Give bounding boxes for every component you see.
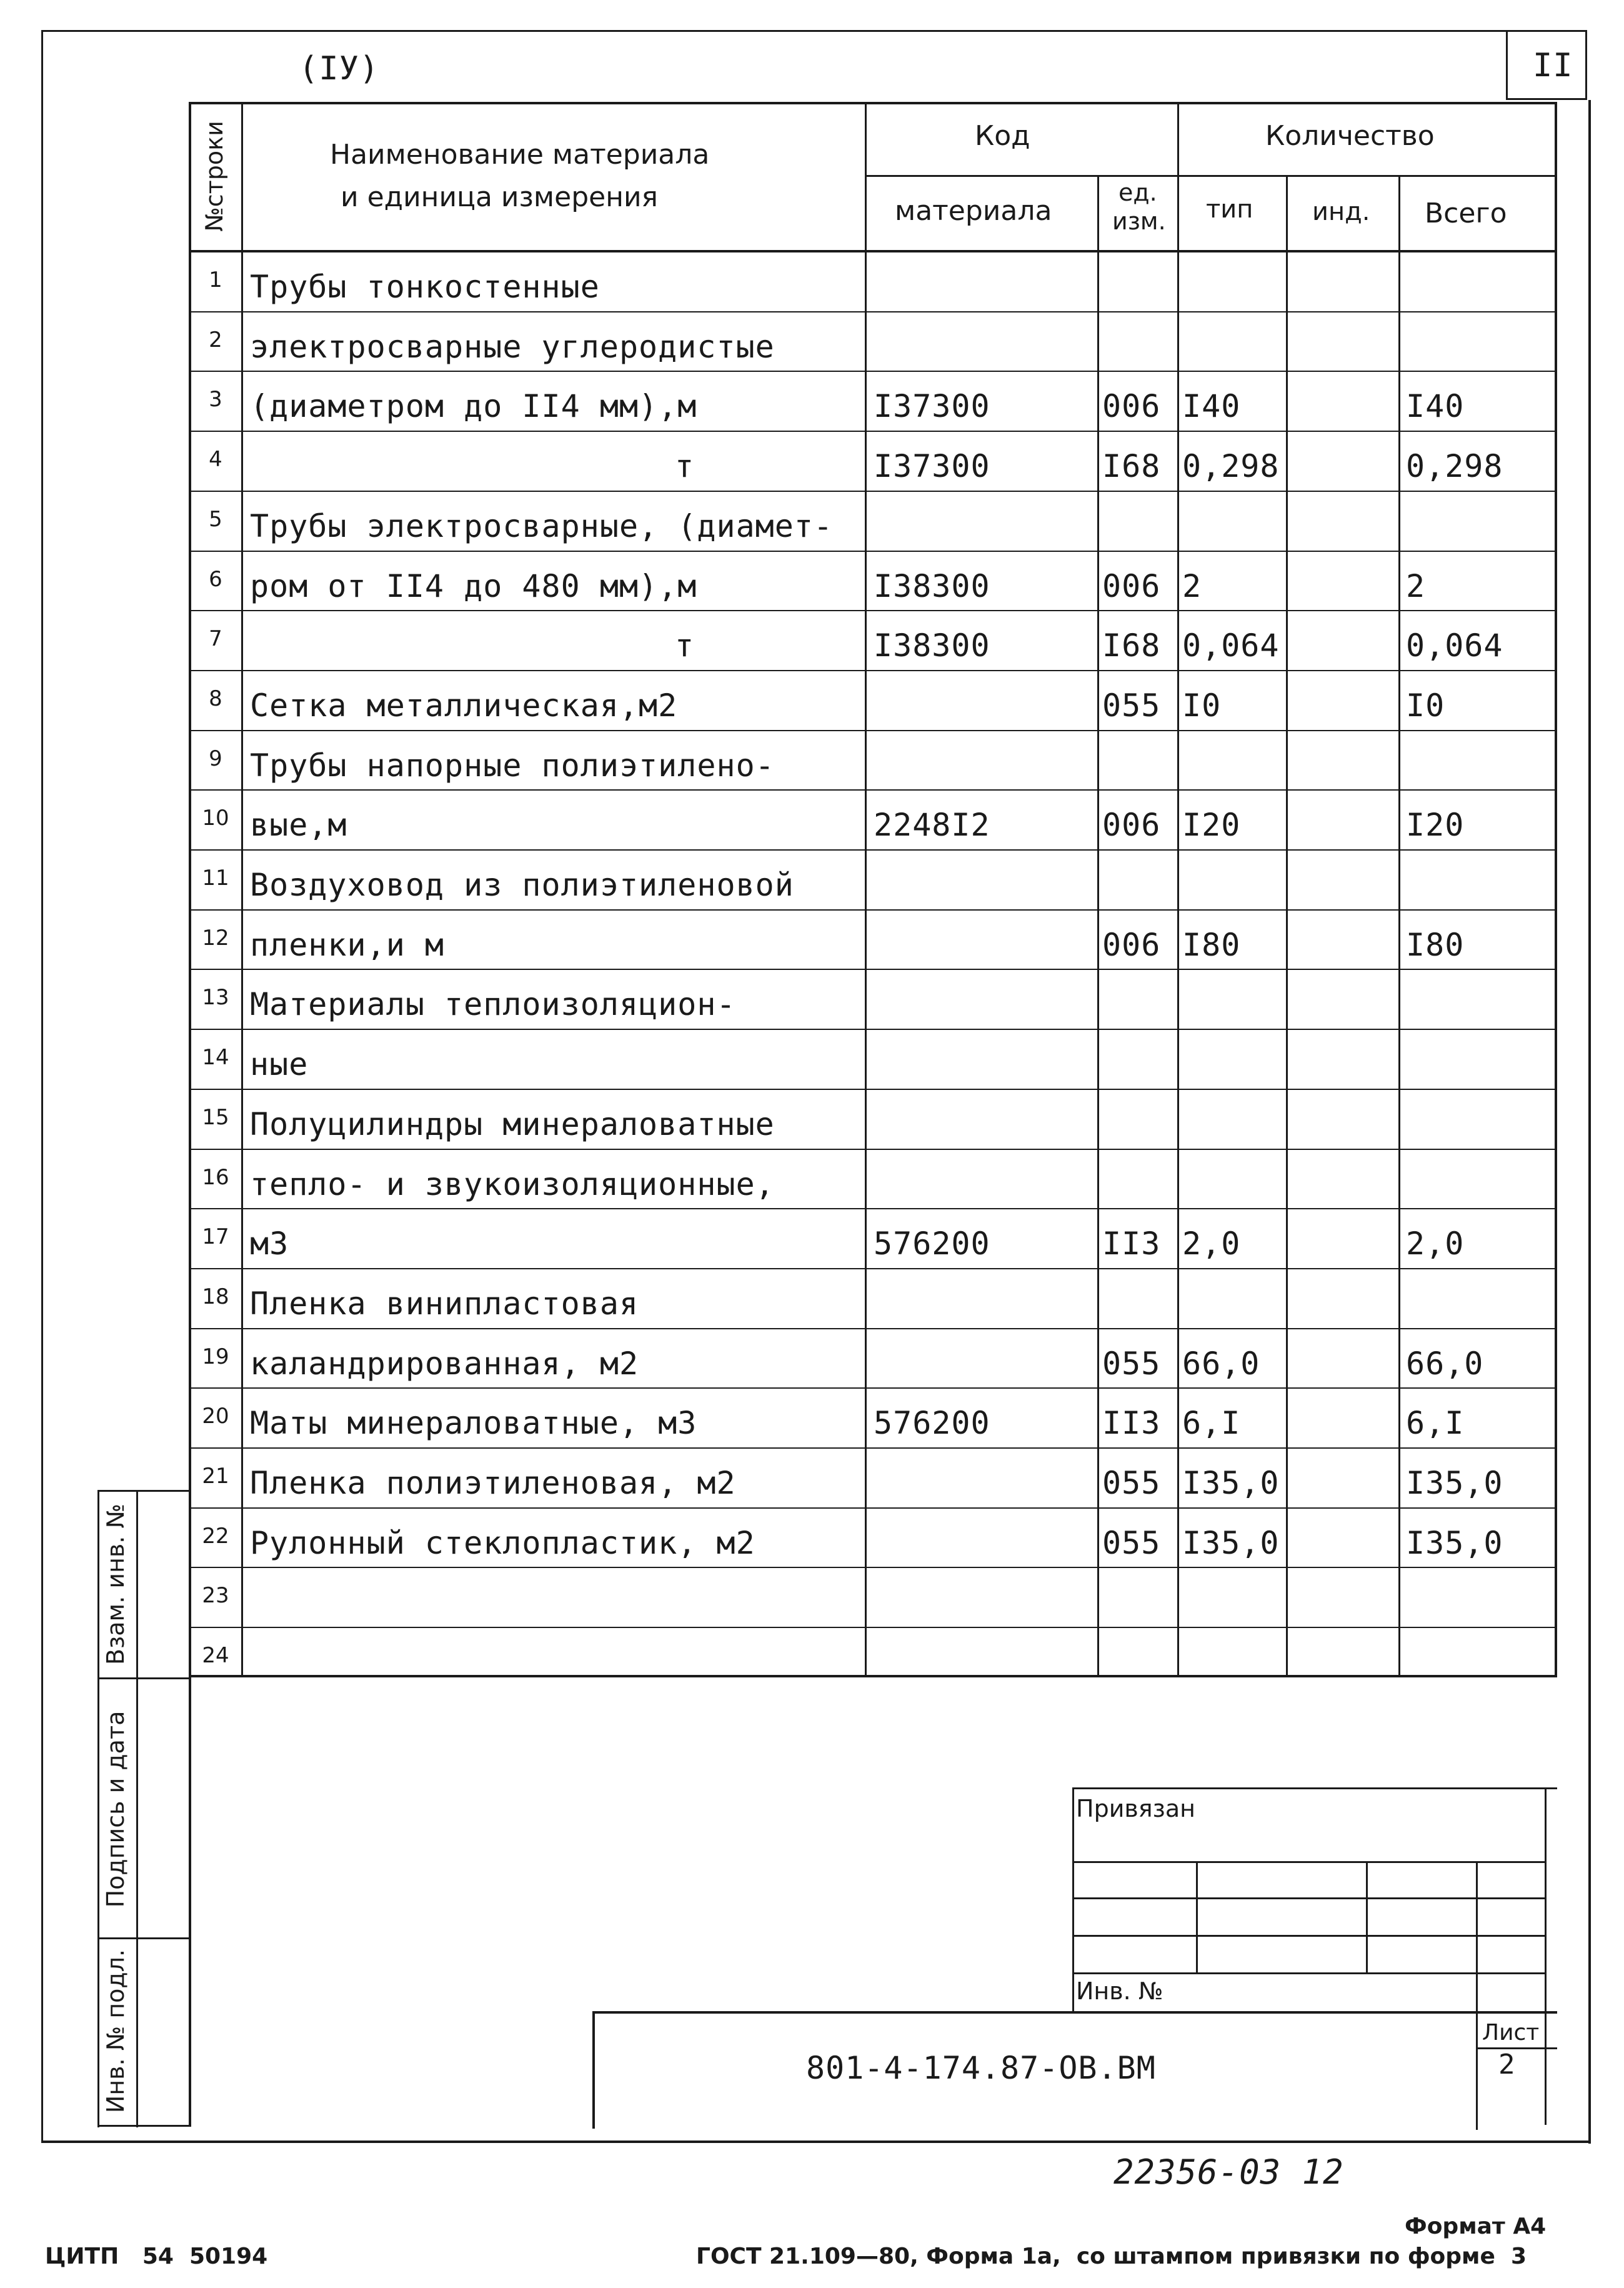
row-type: 2,0 bbox=[1182, 1226, 1241, 1262]
row-total: 66,0 bbox=[1406, 1345, 1484, 1382]
header-ind: инд. bbox=[1312, 197, 1370, 226]
stamp-inv-podl: Инв. № подл. bbox=[102, 1949, 129, 2114]
row-unit: II3 bbox=[1102, 1226, 1161, 1262]
row-separator bbox=[189, 789, 1557, 791]
table-bottom bbox=[189, 1675, 1557, 1677]
row-total: 6,I bbox=[1406, 1405, 1465, 1442]
row-separator bbox=[189, 311, 1557, 312]
frame-right bbox=[1588, 100, 1591, 2144]
stamp-vzam: Взам. инв. № bbox=[102, 1504, 129, 1666]
row-n: 20 bbox=[202, 1404, 229, 1429]
row-separator bbox=[189, 909, 1557, 911]
row-separator bbox=[189, 1268, 1557, 1269]
table-top bbox=[189, 102, 1557, 104]
col-line-type bbox=[1286, 175, 1288, 1677]
header-row-no: №строки bbox=[201, 121, 228, 232]
title-top bbox=[592, 2011, 1557, 2014]
row-separator bbox=[189, 969, 1557, 970]
row-n: 4 bbox=[209, 447, 222, 472]
row-name: Воздуховод из полиэтиленовой bbox=[250, 867, 794, 903]
row-n: 3 bbox=[209, 387, 222, 412]
stamp-right bbox=[136, 1490, 138, 2127]
row-unit: 055 bbox=[1102, 1345, 1161, 1382]
row-total: I20 bbox=[1406, 807, 1465, 844]
frame-left bbox=[41, 30, 43, 2142]
footer-right: ГОСТ 21.109—80, Форма 1а, со штампом привязки по форме 3 bbox=[696, 2244, 1527, 2269]
row-separator bbox=[189, 491, 1557, 492]
row-n: 6 bbox=[209, 566, 222, 592]
row-type: 0,064 bbox=[1182, 627, 1280, 664]
row-n: 21 bbox=[202, 1464, 229, 1489]
frame-top bbox=[41, 30, 1507, 32]
row-unit: 006 bbox=[1102, 926, 1161, 963]
row-total: I35,0 bbox=[1406, 1465, 1503, 1501]
bind-row-2 bbox=[1072, 1897, 1545, 1899]
row-type: 6,I bbox=[1182, 1405, 1241, 1442]
row-name: т bbox=[675, 448, 695, 485]
col-line-ind bbox=[1398, 175, 1400, 1677]
format-label: Формат А4 bbox=[1405, 2214, 1547, 2239]
row-separator bbox=[189, 1149, 1557, 1150]
row-type: 66,0 bbox=[1182, 1345, 1260, 1382]
row-unit: 006 bbox=[1102, 388, 1161, 425]
row-separator bbox=[189, 849, 1557, 851]
row-separator bbox=[189, 1567, 1557, 1568]
row-separator bbox=[189, 1208, 1557, 1209]
row-total: I80 bbox=[1406, 926, 1465, 963]
row-n: 14 bbox=[202, 1045, 229, 1071]
row-name: электросварные углеродистые bbox=[250, 328, 775, 365]
header-unit-2: изм. bbox=[1112, 207, 1166, 235]
header-name-2: и единица измерения bbox=[341, 181, 659, 213]
col-line-name bbox=[865, 102, 867, 1677]
row-separator bbox=[189, 551, 1557, 552]
stamp-sep-3 bbox=[97, 2125, 191, 2127]
row-total: 2 bbox=[1406, 567, 1426, 604]
row-type: 2 bbox=[1182, 567, 1202, 604]
row-code: 576200 bbox=[874, 1226, 990, 1262]
row-n: 5 bbox=[209, 506, 222, 532]
page-number: II bbox=[1533, 47, 1573, 84]
row-type: I40 bbox=[1182, 388, 1241, 425]
row-name: Пленка винипластовая bbox=[250, 1285, 639, 1322]
row-total: I40 bbox=[1406, 388, 1465, 425]
row-total: I0 bbox=[1406, 687, 1445, 724]
row-unit: II3 bbox=[1102, 1405, 1161, 1442]
row-unit: I68 bbox=[1102, 448, 1161, 485]
row-type: 0,298 bbox=[1182, 448, 1280, 485]
header-quantity: Количество bbox=[1265, 120, 1435, 152]
row-type: I35,0 bbox=[1182, 1465, 1280, 1501]
row-type: I35,0 bbox=[1182, 1524, 1280, 1561]
row-separator bbox=[189, 670, 1557, 671]
row-n: 12 bbox=[202, 925, 229, 951]
page-number-box bbox=[1506, 30, 1587, 100]
row-name: Полуцилиндры минераловатные bbox=[250, 1106, 775, 1142]
row-separator bbox=[189, 1387, 1557, 1389]
row-code: 2248I2 bbox=[874, 807, 990, 844]
row-separator bbox=[189, 371, 1557, 372]
sheet-number: 2 bbox=[1498, 2049, 1516, 2081]
row-type: I80 bbox=[1182, 926, 1241, 963]
row-n: 22 bbox=[202, 1523, 229, 1549]
row-unit: 006 bbox=[1102, 807, 1161, 844]
row-separator bbox=[189, 1507, 1557, 1509]
row-n: 2 bbox=[209, 327, 222, 352]
row-total: 0,298 bbox=[1406, 448, 1503, 485]
bind-left bbox=[1072, 1787, 1074, 2012]
sheet-sep bbox=[1476, 2047, 1557, 2049]
row-code: I38300 bbox=[874, 567, 990, 604]
row-name: Материалы теплоизоляцион- bbox=[250, 986, 736, 1023]
row-n: 19 bbox=[202, 1344, 229, 1369]
bind-row-4 bbox=[1072, 1972, 1545, 1974]
row-name: тепло- и звукоизоляционные, bbox=[250, 1166, 775, 1202]
row-name: Пленка полиэтиленовая, м2 bbox=[250, 1465, 736, 1501]
row-total: 0,064 bbox=[1406, 627, 1503, 664]
header-unit-1: ед. bbox=[1118, 179, 1157, 206]
sheet-mark: (IУ) bbox=[299, 50, 380, 87]
header-material: материала bbox=[895, 195, 1052, 227]
row-unit: 055 bbox=[1102, 1465, 1161, 1501]
row-n: 1 bbox=[209, 267, 222, 292]
row-n: 10 bbox=[202, 806, 229, 831]
row-n: 17 bbox=[202, 1224, 229, 1250]
row-name: Трубы тонкостенные bbox=[250, 269, 600, 305]
title-left bbox=[592, 2011, 595, 2129]
row-code: I37300 bbox=[874, 388, 990, 425]
row-code: 576200 bbox=[874, 1405, 990, 1442]
row-unit: I68 bbox=[1102, 627, 1161, 664]
row-code: I37300 bbox=[874, 448, 990, 485]
bind-right bbox=[1545, 1787, 1547, 2125]
bind-col-3 bbox=[1476, 1861, 1478, 2130]
header-bottom bbox=[189, 250, 1557, 252]
row-name: т bbox=[675, 627, 695, 664]
row-total: I35,0 bbox=[1406, 1524, 1503, 1561]
row-total: 2,0 bbox=[1406, 1226, 1465, 1262]
row-separator bbox=[189, 1627, 1557, 1628]
row-separator bbox=[189, 1029, 1557, 1030]
row-name: Сетка металлическая,м2 bbox=[250, 687, 678, 724]
frame-bottom bbox=[41, 2141, 1591, 2143]
row-n: 9 bbox=[209, 746, 222, 771]
row-n: 24 bbox=[202, 1643, 229, 1669]
row-n: 23 bbox=[202, 1583, 229, 1609]
row-n: 16 bbox=[202, 1164, 229, 1190]
row-name: Трубы напорные полиэтилено- bbox=[250, 747, 775, 784]
row-unit: 055 bbox=[1102, 1524, 1161, 1561]
row-type: I20 bbox=[1182, 807, 1241, 844]
bind-row-1 bbox=[1072, 1861, 1545, 1863]
stamp-podpis: Подпись и дата bbox=[102, 1711, 129, 1908]
row-name: Маты минераловатные, м3 bbox=[250, 1405, 697, 1442]
bind-row-3 bbox=[1072, 1935, 1545, 1937]
row-n: 18 bbox=[202, 1284, 229, 1309]
row-name: Трубы электросварные, (диамет- bbox=[250, 507, 834, 544]
row-separator bbox=[189, 1089, 1557, 1090]
row-separator bbox=[189, 1447, 1557, 1449]
footer-left: ЦИТП 54 50194 bbox=[45, 2244, 268, 2269]
sheet-label: Лист bbox=[1482, 2020, 1540, 2046]
doc-code: 801-4-174.87-ОВ.ВМ bbox=[806, 2050, 1156, 2086]
row-type: I0 bbox=[1182, 687, 1222, 724]
row-name: Рулонный стеклопластик, м2 bbox=[250, 1524, 755, 1561]
row-n: 8 bbox=[209, 686, 222, 711]
row-separator bbox=[189, 1328, 1557, 1329]
header-type: тип bbox=[1206, 195, 1253, 224]
binding-inv-no: Инв. № bbox=[1076, 1977, 1163, 2005]
col-line-unit bbox=[1177, 102, 1179, 1677]
row-n: 15 bbox=[202, 1104, 229, 1130]
row-unit: 055 bbox=[1102, 687, 1161, 724]
header-mid bbox=[865, 175, 1557, 177]
col-line-code bbox=[1097, 175, 1099, 1677]
table-right bbox=[1555, 102, 1557, 1677]
row-name: пленки,и м bbox=[250, 926, 445, 963]
row-name: каландрированная, м2 bbox=[250, 1345, 639, 1382]
row-n: 7 bbox=[209, 626, 222, 652]
row-name: ром от II4 до 480 мм),м bbox=[250, 567, 697, 604]
row-name: (диаметром до II4 мм),м bbox=[250, 388, 697, 425]
row-name: вые,м bbox=[250, 807, 347, 844]
header-code: Код bbox=[975, 120, 1030, 152]
row-name: м3 bbox=[250, 1226, 289, 1262]
row-separator bbox=[189, 730, 1557, 731]
binding-privyazan: Привязан bbox=[1076, 1795, 1195, 1822]
handwritten-number: 22356-03 12 bbox=[1113, 2152, 1344, 2192]
bind-top bbox=[1072, 1787, 1557, 1789]
row-n: 13 bbox=[202, 985, 229, 1011]
bind-col-2 bbox=[1366, 1861, 1368, 1974]
row-unit: 006 bbox=[1102, 567, 1161, 604]
header-total: Всего bbox=[1425, 197, 1507, 229]
row-name: ные bbox=[250, 1046, 309, 1083]
stamp-left bbox=[97, 1490, 99, 2127]
row-code: I38300 bbox=[874, 627, 990, 664]
header-name-1: Наименование материала bbox=[330, 139, 710, 171]
bind-col-1 bbox=[1196, 1861, 1198, 1974]
row-separator bbox=[189, 431, 1557, 432]
row-n: 11 bbox=[202, 866, 229, 891]
row-separator bbox=[189, 610, 1557, 611]
